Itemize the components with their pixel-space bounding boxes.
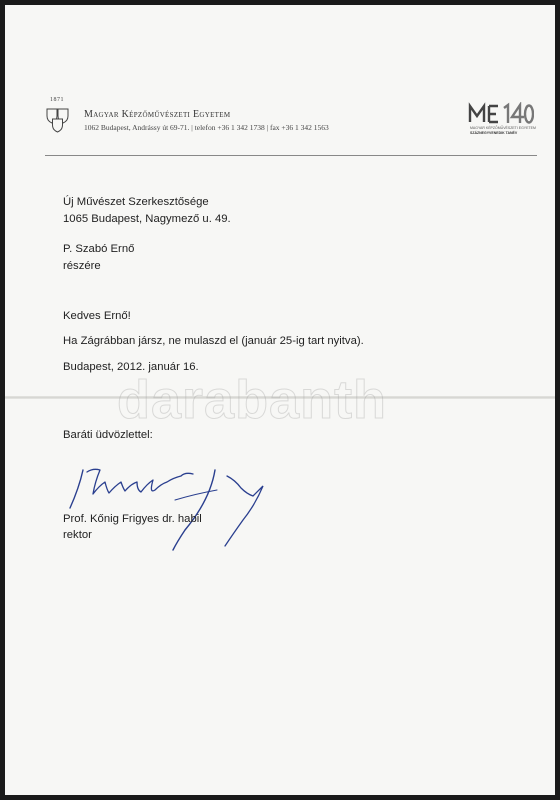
letter-date: Budapest, 2012. január 16. <box>63 361 199 373</box>
university-address: 1062 Budapest, Andrássy út 69-71. | telefon +36 1 342 1738 | fax +36 1 342 1563 <box>84 123 329 132</box>
salutation: Kedves Ernő! <box>63 310 131 322</box>
mke-140-logo <box>468 102 534 126</box>
recipient-organization: Új Művészet Szerkesztősége <box>63 196 209 208</box>
crest-year: 1871 <box>50 97 64 103</box>
recipient-suffix: részére <box>63 260 101 272</box>
letter-body: Ha Zágrábban jársz, ne mulaszd el (január 25-ig tart nyitva). <box>63 335 364 347</box>
logo-caption-line2: SZÁZNEGYVENEDIK TANÉV <box>470 131 518 135</box>
logo-caption <box>470 126 550 136</box>
letterhead-divider <box>45 155 537 156</box>
signatory-name: Prof. Kőnig Frigyes dr. habil <box>63 513 202 525</box>
university-crest-icon <box>45 103 75 133</box>
recipient-name: P. Szabó Ernő <box>63 243 135 255</box>
university-name: Magyar Képzőművészeti Egyetem <box>84 109 231 120</box>
watermark: darabanth <box>117 370 388 430</box>
recipient-address: 1065 Budapest, Nagymező u. 49. <box>63 213 231 225</box>
closing: Baráti üdvözlettel: <box>63 429 153 441</box>
logo-caption-line1: MAGYAR KÉPZŐMŰVÉSZETI EGYETEM <box>470 126 536 130</box>
signatory-title: rektor <box>63 529 92 541</box>
letter-page <box>5 5 555 795</box>
